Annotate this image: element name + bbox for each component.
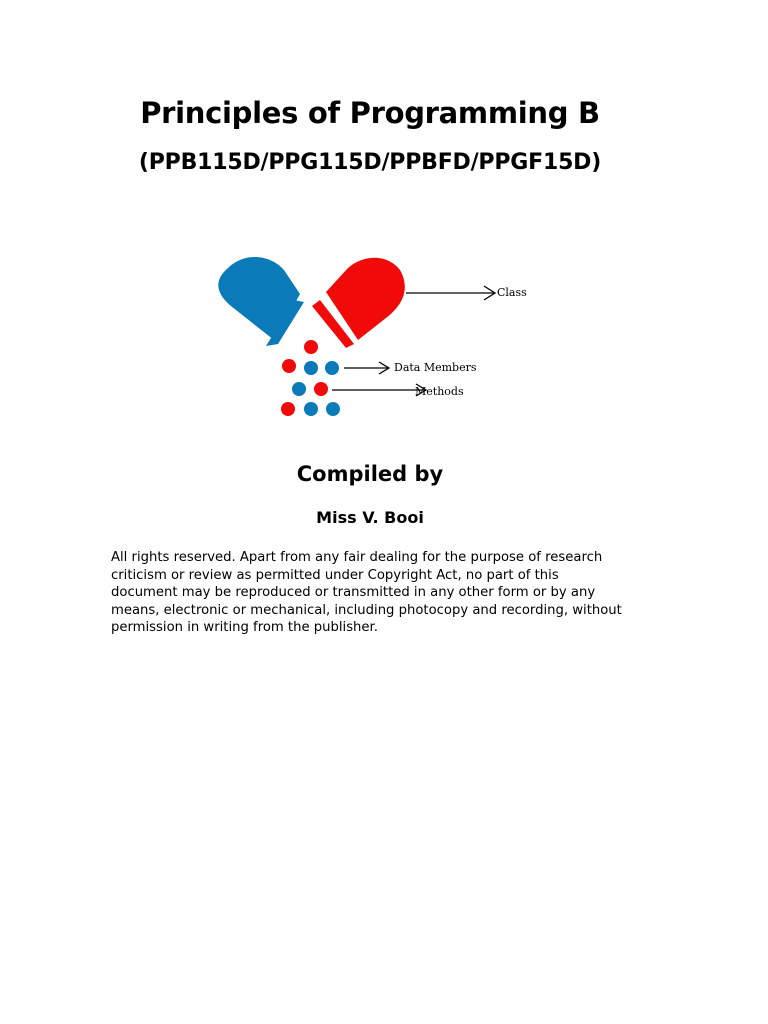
class-capsule-diagram	[208, 248, 538, 428]
data-members-label: Data Members	[394, 361, 477, 374]
methods-label: Methods	[415, 385, 464, 398]
copyright-line: means, electronic or mechanical, including photocopy and recording, without	[111, 602, 622, 618]
class-capsule-figure	[208, 248, 538, 428]
author-name: Miss V. Booi	[316, 508, 424, 527]
compiled-by-heading: Compiled by	[296, 462, 444, 486]
document-title: Principles of Programming B	[140, 96, 600, 130]
copyright-line: All rights reserved. Apart from any fair dealing for the purpose of research	[111, 550, 603, 565]
copyright-line: document may be reproduced or transmitted in any other form or by any	[111, 585, 596, 601]
copyright-line: criticism or review as permitted under Copyright Act, no part of this	[111, 567, 559, 583]
copyright-notice	[111, 549, 671, 637]
course-codes: (PPB115D/PPG115D/PPBFD/PPGF15D)	[138, 150, 602, 175]
dots-icon	[281, 340, 340, 416]
capsule-blue-half-icon	[218, 257, 304, 346]
copyright-line: permission in writing from the publisher.	[111, 620, 378, 636]
capsule-red-half-icon	[312, 258, 405, 348]
class-label: Class	[497, 286, 527, 299]
